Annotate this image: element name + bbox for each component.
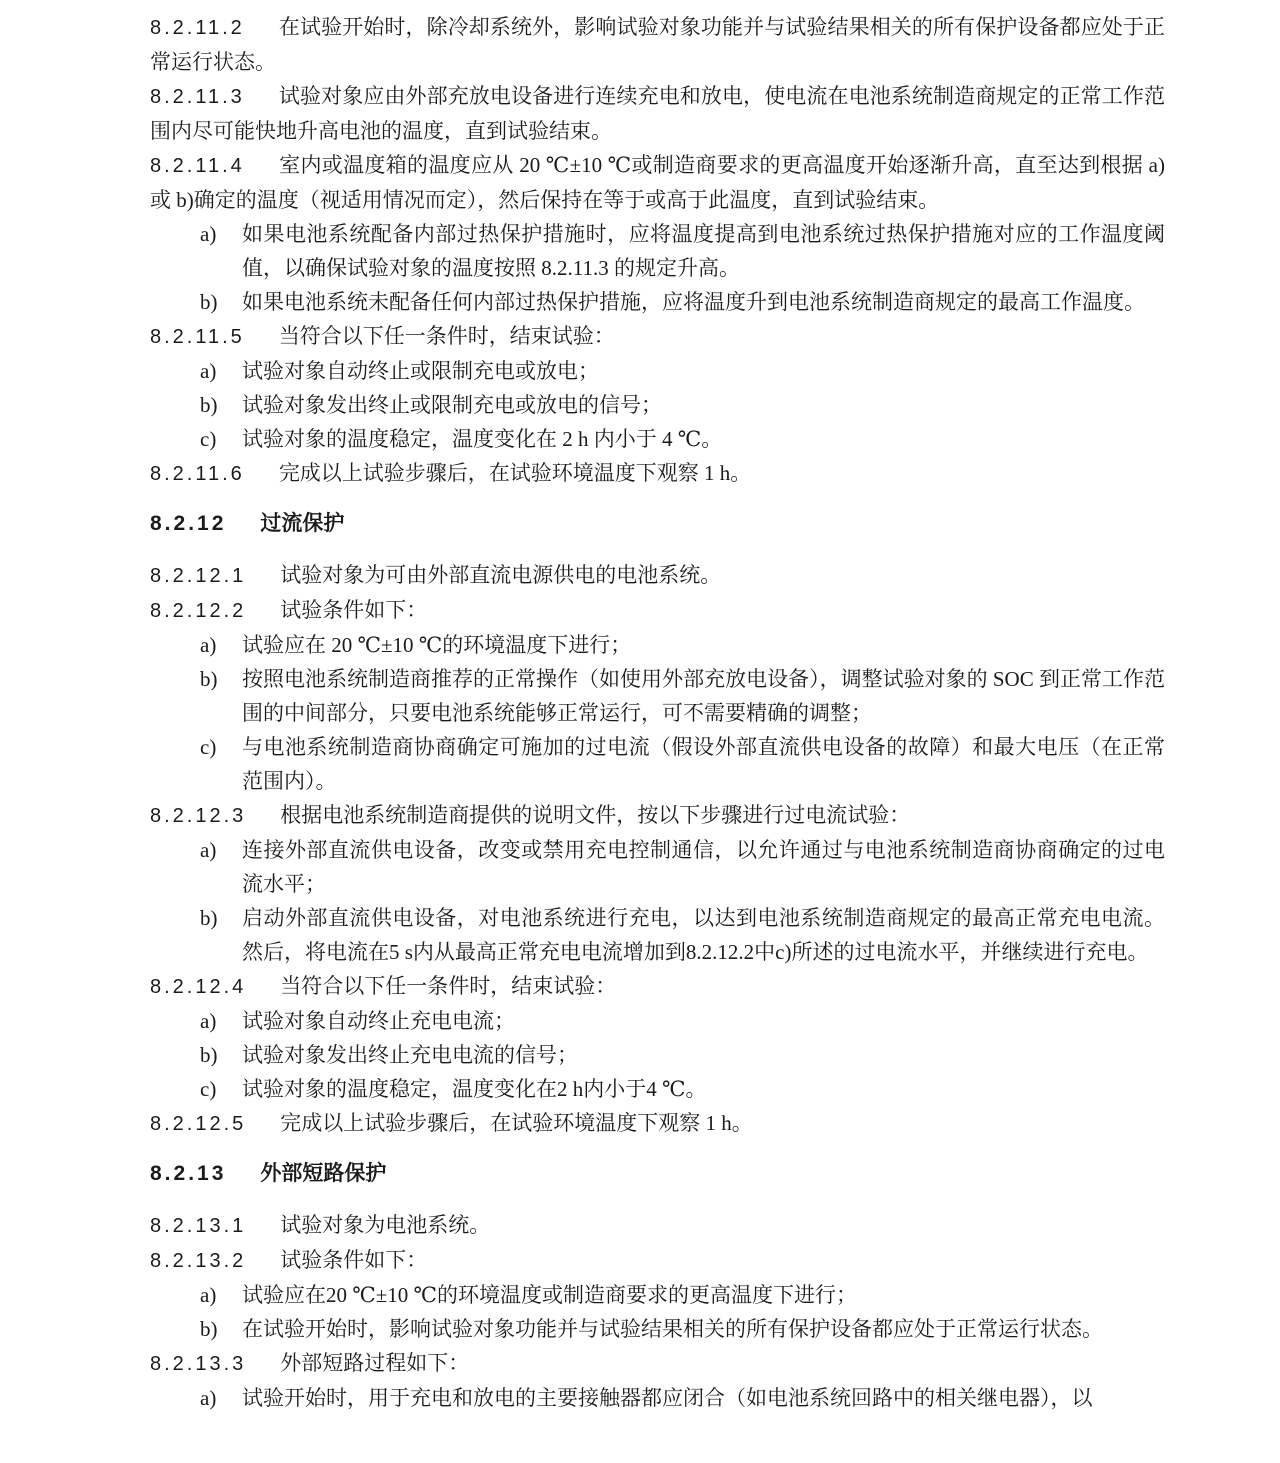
list-item-letter: c) [200,1077,217,1101]
clause-number: 8.2.12.3 [150,805,247,827]
list-item-letter: b) [200,1043,218,1067]
list-item-text: 在试验开始时，影响试验对象功能并与试验结果相关的所有保护设备都应处于正常运行状态。 [242,1317,1103,1341]
clause-number: 8.2.12.4 [150,976,247,998]
clause-paragraph [150,969,1165,1004]
section-title: 过流保护 [260,512,345,535]
list-item [150,662,1165,730]
clause-number: 8.2.11.4 [150,155,245,177]
clause-paragraph [150,148,1165,217]
list-item-letter: c) [200,427,217,451]
list-item [150,1038,1165,1072]
list-item-text: 试验开始时，用于充电和放电的主要接触器都应闭合（如电池系统回路中的相关继电器），以 [242,1386,1093,1410]
clause-paragraph [150,79,1165,148]
list-item [150,285,1165,319]
clause-text: 根据电池系统制造商提供的说明文件，按以下步骤进行过电流试验： [280,803,911,827]
clause-text: 试验条件如下： [280,1248,428,1272]
list-item-text: 试验对象发出终止或限制充电或放电的信号； [242,393,662,417]
clause-number: 8.2.12.2 [150,600,247,622]
list-item [150,422,1165,456]
list-item-letter: c) [200,735,217,759]
list-item-letter: a) [200,222,217,246]
clause-paragraph [150,1106,1165,1141]
list-item [150,388,1165,422]
list-item [150,833,1165,901]
list-item [150,730,1165,798]
clause-number: 8.2.13.1 [150,1215,247,1237]
list-item-text: 试验对象的温度稳定，温度变化在2 h内小于4 ℃。 [242,1077,707,1101]
list-item-letter: a) [200,838,217,862]
list-item-text: 连接外部直流供电设备，改变或禁用充电控制通信，以允许通过与电池系统制造商协商确定的过电流水平； [242,838,1165,896]
document-body [150,10,1165,1415]
list-item [150,1004,1165,1038]
clause-paragraph [150,319,1165,354]
list-item-letter: a) [200,1386,217,1410]
list-item-text: 试验对象自动终止或限制充电或放电； [242,359,599,383]
clause-text: 当符合以下任一条件时，结束试验： [280,974,617,998]
list-item-letter: a) [200,1283,217,1307]
list-item-text: 如果电池系统未配备任何内部过热保护措施，应将温度升到电池系统制造商规定的最高工作温度。 [242,290,1145,314]
clause-number: 8.2.11.2 [150,17,245,39]
list-item [150,1072,1165,1106]
list-item-text: 按照电池系统制造商推荐的正常操作（如使用外部充放电设备），调整试验对象的 SOC 到正常工作范围的中间部分，只要电池系统能够正常运行，可不需要精确的调整； [242,667,1165,725]
clause-number: 8.2.12.1 [150,565,247,587]
list-item-text: 试验应在 20 ℃±10 ℃的环境温度下进行； [242,633,632,657]
list-item [150,1278,1165,1312]
clause-paragraph [150,558,1165,593]
list-item [150,1381,1165,1415]
clause-number: 8.2.13.3 [150,1353,247,1375]
section-heading [150,1157,1165,1191]
list-item-letter: b) [200,290,218,314]
section-number: 8.2.12 [150,512,227,535]
list-item-letter: b) [200,1317,218,1341]
list-item-text: 试验应在20 ℃±10 ℃的环境温度或制造商要求的更高温度下进行； [242,1283,858,1307]
clause-paragraph [150,456,1165,491]
clause-number: 8.2.13.2 [150,1250,247,1272]
list-item-text: 与电池系统制造商协商确定可施加的过电流（假设外部直流供电设备的故障）和最大电压（在正常范围内）。 [242,735,1165,793]
list-item [150,628,1165,662]
clause-text: 完成以上试验步骤后，在试验环境温度下观察 1 h。 [280,1111,753,1135]
clause-number: 8.2.11.6 [150,463,245,485]
clause-paragraph [150,1346,1165,1381]
clause-text: 外部短路过程如下： [280,1351,470,1375]
list-item-text: 试验对象的温度稳定，温度变化在 2 h 内小于 4 ℃。 [242,427,723,451]
clause-paragraph [150,593,1165,628]
clause-text: 试验条件如下： [280,598,428,622]
list-item-letter: b) [200,906,218,930]
list-item-text: 启动外部直流供电设备，对电池系统进行充电，以达到电池系统制造商规定的最高正常充电电流。然后，将电流在5 s内从最高正常充电电流增加到8.2.12.2中c)所述的过电流水平，并继续进行充电。 [242,906,1165,964]
clause-text: 当符合以下任一条件时，结束试验： [278,324,615,348]
list-item-letter: a) [200,1009,217,1033]
clause-number: 8.2.11.3 [150,86,245,108]
list-item [150,354,1165,388]
list-item-letter: b) [200,393,218,417]
clause-paragraph [150,1208,1165,1243]
clause-number: 8.2.11.5 [150,326,245,348]
list-item-letter: a) [200,633,217,657]
list-item-text: 如果电池系统配备内部过热保护措施时，应将温度提高到电池系统过热保护措施对应的工作温度阈值，以确保试验对象的温度按照 8.2.11.3 的规定升高。 [242,222,1165,280]
clause-text: 室内或温度箱的温度应从 20 ℃±10 ℃或制造商要求的更高温度开始逐渐升高，直至达到根据 a)或 b)确定的温度（视适用情况而定），然后保持在等于或高于此温度，直到试验结束。 [150,153,1165,212]
clause-paragraph [150,1243,1165,1278]
clause-text: 在试验开始时，除冷却系统外，影响试验对象功能并与试验结果相关的所有保护设备都应处于正常运行状态。 [150,15,1165,74]
list-item [150,1312,1165,1346]
section-number: 8.2.13 [150,1162,227,1185]
list-item-letter: a) [200,359,217,383]
clause-paragraph [150,798,1165,833]
list-item [150,901,1165,969]
clause-text: 完成以上试验步骤后，在试验环境温度下观察 1 h。 [278,461,752,485]
list-item-text: 试验对象发出终止充电电流的信号； [242,1043,578,1067]
list-item-letter: b) [200,667,218,691]
clause-number: 8.2.12.5 [150,1113,247,1135]
clause-text: 试验对象应由外部充放电设备进行连续充电和放电，使电流在电池系统制造商规定的正常工作范围内尽可能快地升高电池的温度，直到试验结束。 [150,84,1165,143]
list-item [150,217,1165,285]
clause-paragraph [150,10,1165,79]
section-title: 外部短路保护 [260,1162,387,1185]
clause-text: 试验对象为电池系统。 [280,1213,491,1237]
section-heading [150,507,1165,541]
clause-text: 试验对象为可由外部直流电源供电的电池系统。 [280,563,722,587]
list-item-text: 试验对象自动终止充电电流； [242,1009,515,1033]
